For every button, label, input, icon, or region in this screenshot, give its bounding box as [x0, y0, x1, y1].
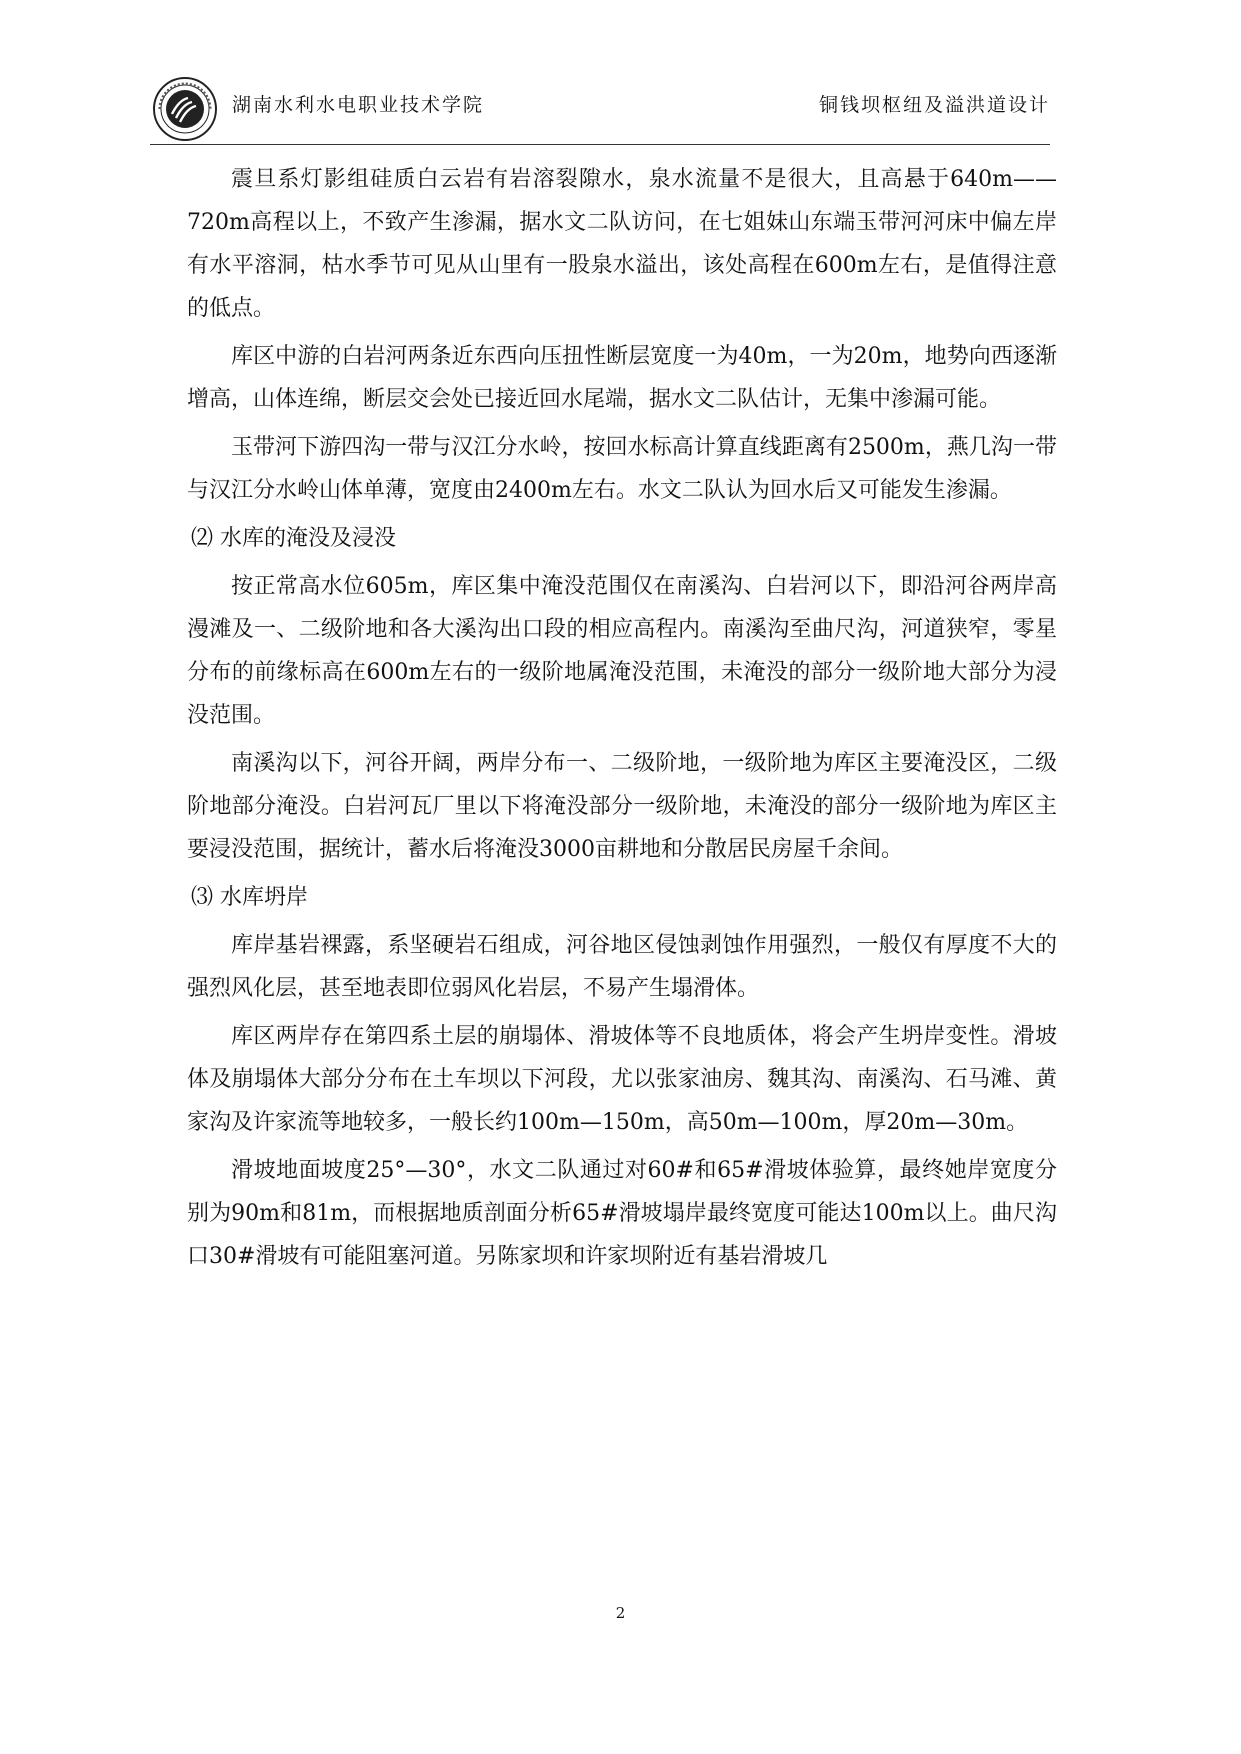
page-header	[150, 70, 1050, 150]
school-name: 湖南水利水电职业技术学院	[232, 94, 485, 116]
paragraph-normal-water-level: 按正常高水位605m，库区集中淹没范围仅在南溪沟、白岩河以下，即沿河谷两岸高漫滩及一、二级阶地和各大溪沟出口段的相应高程内。南溪沟至曲尺沟，河道狭窄，零星分布的前缘标高在600m左右的一级阶地属淹没范围，未淹没的部分一级阶地大部分为浸没范围。	[187, 574, 1057, 728]
paragraph-landslides: 库区两岸存在第四系土层的崩塌体、滑坡体等不良地质体，将会产生坍岸变性。滑坡体及崩塌体大部分分布在土车坝以下河段，尤以张家油房、魏其沟、南溪沟、石马滩、黄家沟及许家流等地较多，一般长约100m—150m，高50m—100m，厚20m—30m。	[187, 1024, 1057, 1135]
paragraph-dolomite-karst: 震旦系灯影组硅质白云岩有岩溶裂隙水，泉水流量不是很大，且高悬于640m——720m高程以上，不致产生渗漏，据水文二队访问，在七姐妹山东端玉带河河床中偏左岸有水平溶洞，枯水季节可见从山里有一股泉水溢出，该处高程在600m左右，是值得注意的低点。	[187, 167, 1057, 321]
paragraph-yudai-divide: 玉带河下游四沟一带与汉江分水岭，按回水标高计算直线距离有2500m，燕几沟一带与汉江分水岭山体单薄，宽度由2400m左右。水文二队认为回水后又可能发生渗漏。	[187, 435, 1057, 503]
document-title: 铜钱坝枢纽及溢洪道设计	[818, 94, 1050, 116]
paragraph-baiyan-fault: 库区中游的白岩河两条近东西向压扭性断层宽度一为40m，一为20m，地势向西逐渐增高，山体连绵，断层交会处已接近回水尾端，据水文二队估计，无集中渗漏可能。	[187, 344, 1057, 412]
header-divider	[150, 144, 1050, 145]
page-body	[187, 158, 1057, 1283]
section-heading-inundation: ⑵ 水库的淹没及浸没	[191, 526, 396, 551]
school-logo-icon	[152, 76, 218, 142]
paragraph-bedrock-bank: 库岸基岩裸露，系坚硬岩石组成，河谷地区侵蚀剥蚀作用强烈，一般仅有厚度不大的强烈风化层，甚至地表即位弱风化岩层，不易产生塌滑体。	[187, 933, 1057, 1001]
section-heading-bank-collapse: ⑶ 水库坍岸	[191, 885, 308, 910]
paragraph-nanxi-terraces: 南溪沟以下，河谷开阔，两岸分布一、二级阶地，一级阶地为库区主要淹没区，二级阶地部分淹没。白岩河瓦厂里以下将淹没部分一级阶地，未淹没的部分一级阶地为库区主要浸没范围，据统计，蓄水后将淹没3000亩耕地和分散居民房屋千余间。	[187, 751, 1057, 862]
page-number: 2	[615, 1604, 626, 1622]
paragraph-slope-analysis: 滑坡地面坡度25°—30°，水文二队通过对60#和65#滑坡体验算，最终她岸宽度分别为90m和81m，而根据地质剖面分析65#滑坡塌岸最终宽度可能达100m以上。曲尺沟口30#滑坡有可能阻塞河道。另陈家坝和许家坝附近有基岩滑坡几	[187, 1158, 1057, 1269]
